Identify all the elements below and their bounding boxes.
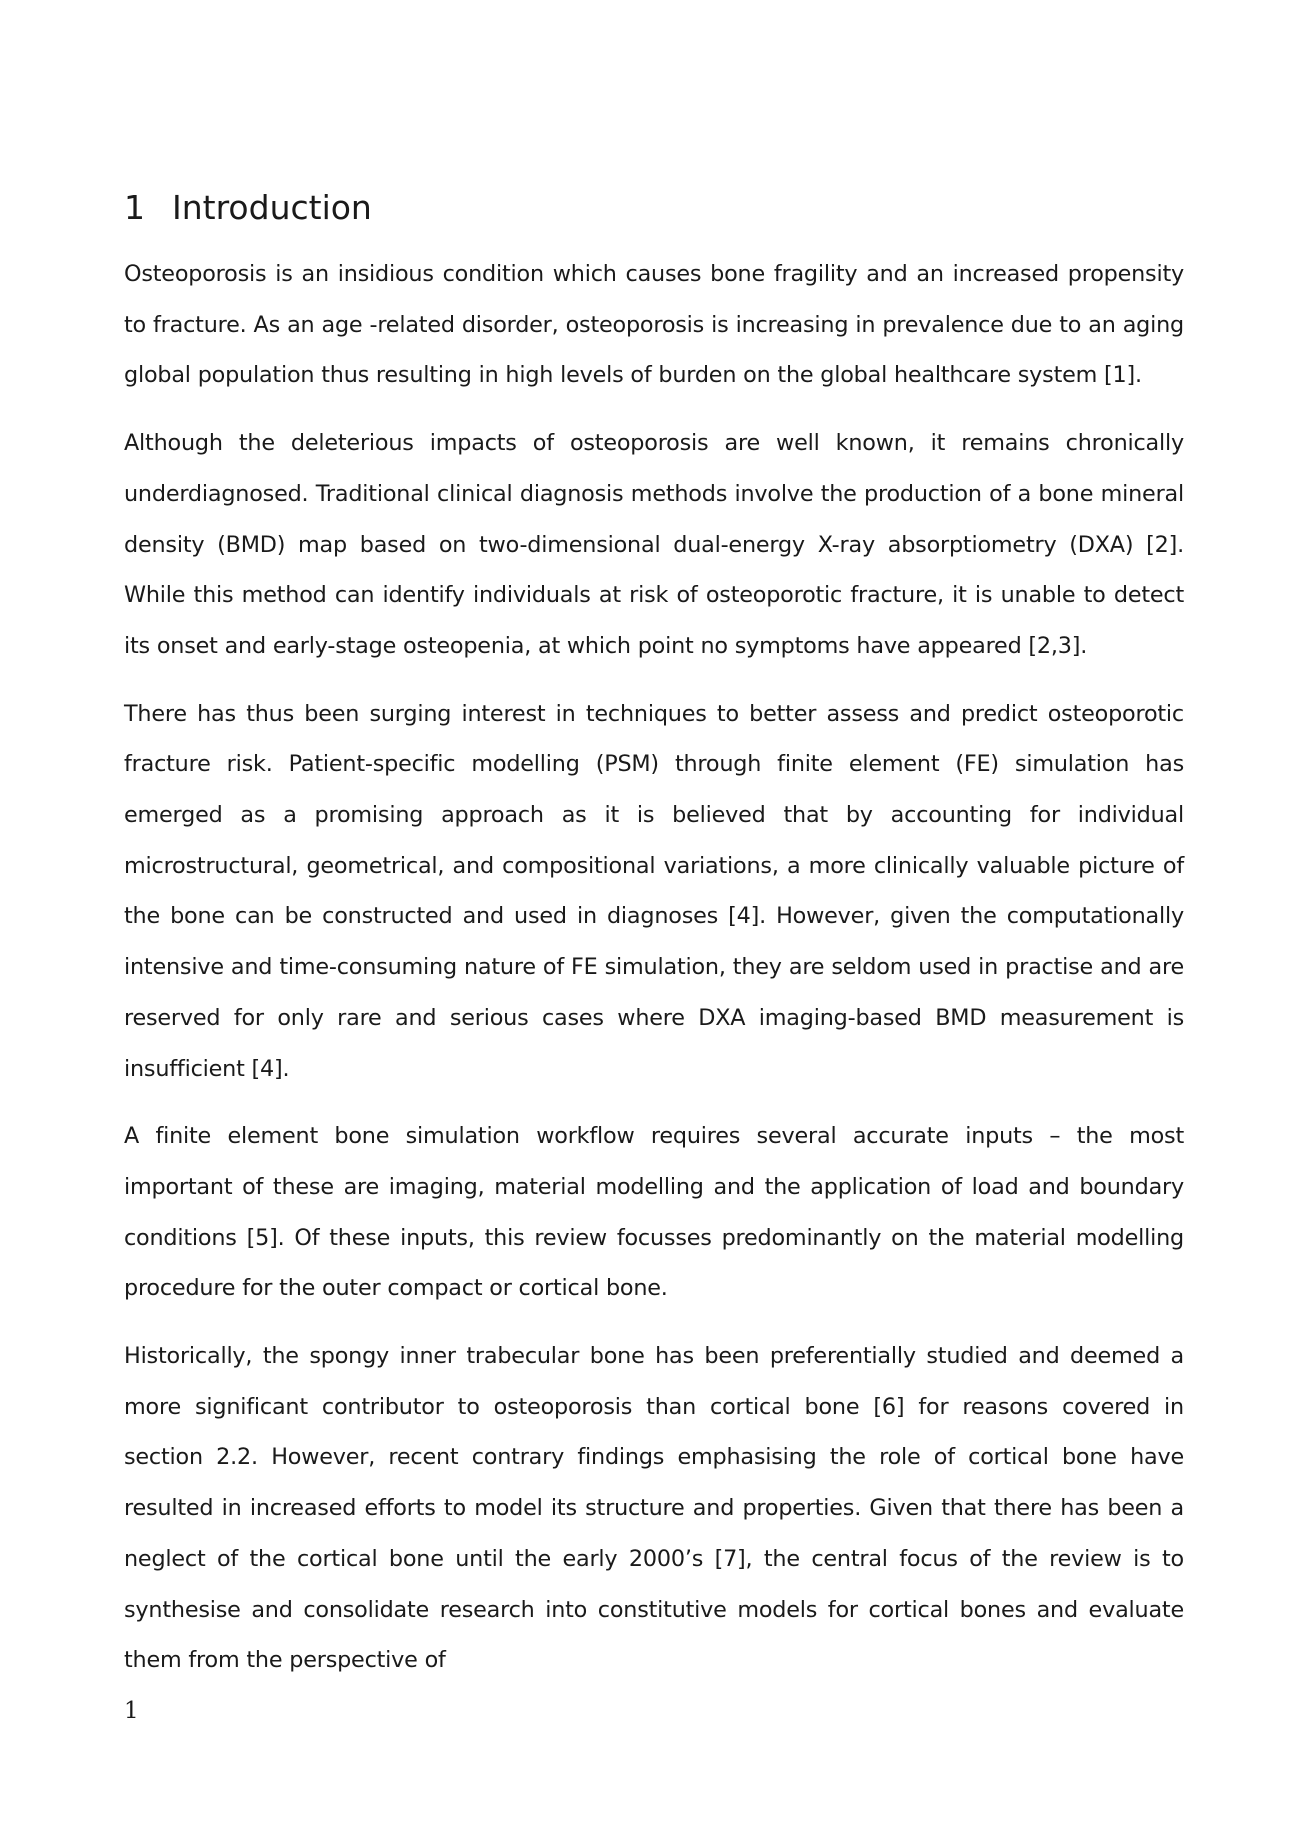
section-heading [124,188,372,228]
paragraph-underdiagnosis: Although the deleterious impacts of osteoporosis are well known, it remains chronically underdiagnosed. Traditional clinical diagnosis methods involve the production of a bone mineral density (BMD) map based on two-dimensional dual-energy X-ray absorptiometry (DXA) [2]. While this method can identify individuals at risk of osteoporotic fracture, it is unable to detect its onset and early-stage osteopenia, at which point no symptoms have appeared [2,3]. [124,430,1184,659]
paragraph-osteoporosis-definition: Osteoporosis is an insidious condition which causes bone fragility and an increased propensity to fracture. As an age -related disorder, osteoporosis is increasing in prevalence due to an aging global population thus resulting in high levels of burden on the global healthcare system [1]. [124,261,1184,389]
paragraph-cortical-bone-focus: Historically, the spongy inner trabecular bone has been preferentially studied and deemed a more significant contributor to osteoporosis than cortical bone [6] for reasons covered in section 2.2. However, recent contrary findings emphasising the role of cortical bone have resulted in increased efforts to model its structure and properties. Given that there has been a neglect of the cortical bone until the early 2000’s [7], the central focus of the review is to synthesise and consolidate research into constitutive models for cortical bones and evaluate them from the perspective of [124,1343,1184,1674]
section-title: Introduction [172,188,372,227]
page-number: 1 [124,1698,139,1724]
paragraph-patient-specific-modelling: There has thus been surging interest in techniques to better assess and predict osteoporotic fracture risk. Patient-specific modelling (PSM) through finite element (FE) simulation has emerged as a promising approach as it is believed that by accounting for individual microstructural, geometrical, and compositional variations, a more clinically valuable picture of the bone can be constructed and used in diagnoses [4]. However, given the computationally intensive and time-consuming nature of FE simulation, they are seldom used in practise and are reserved for only rare and serious cases where DXA imaging-based BMD measurement is insufficient [4]. [124,700,1184,1082]
section-number: 1 [124,188,145,227]
paragraph-fe-workflow: A finite element bone simulation workflow requires several accurate inputs – the most important of these are imaging, material modelling and the application of load and boundary conditions [5]. Of these inputs, this review focusses predominantly on the material modelling procedure for the outer compact or cortical bone. [124,1123,1184,1302]
body-text [124,249,1184,1703]
